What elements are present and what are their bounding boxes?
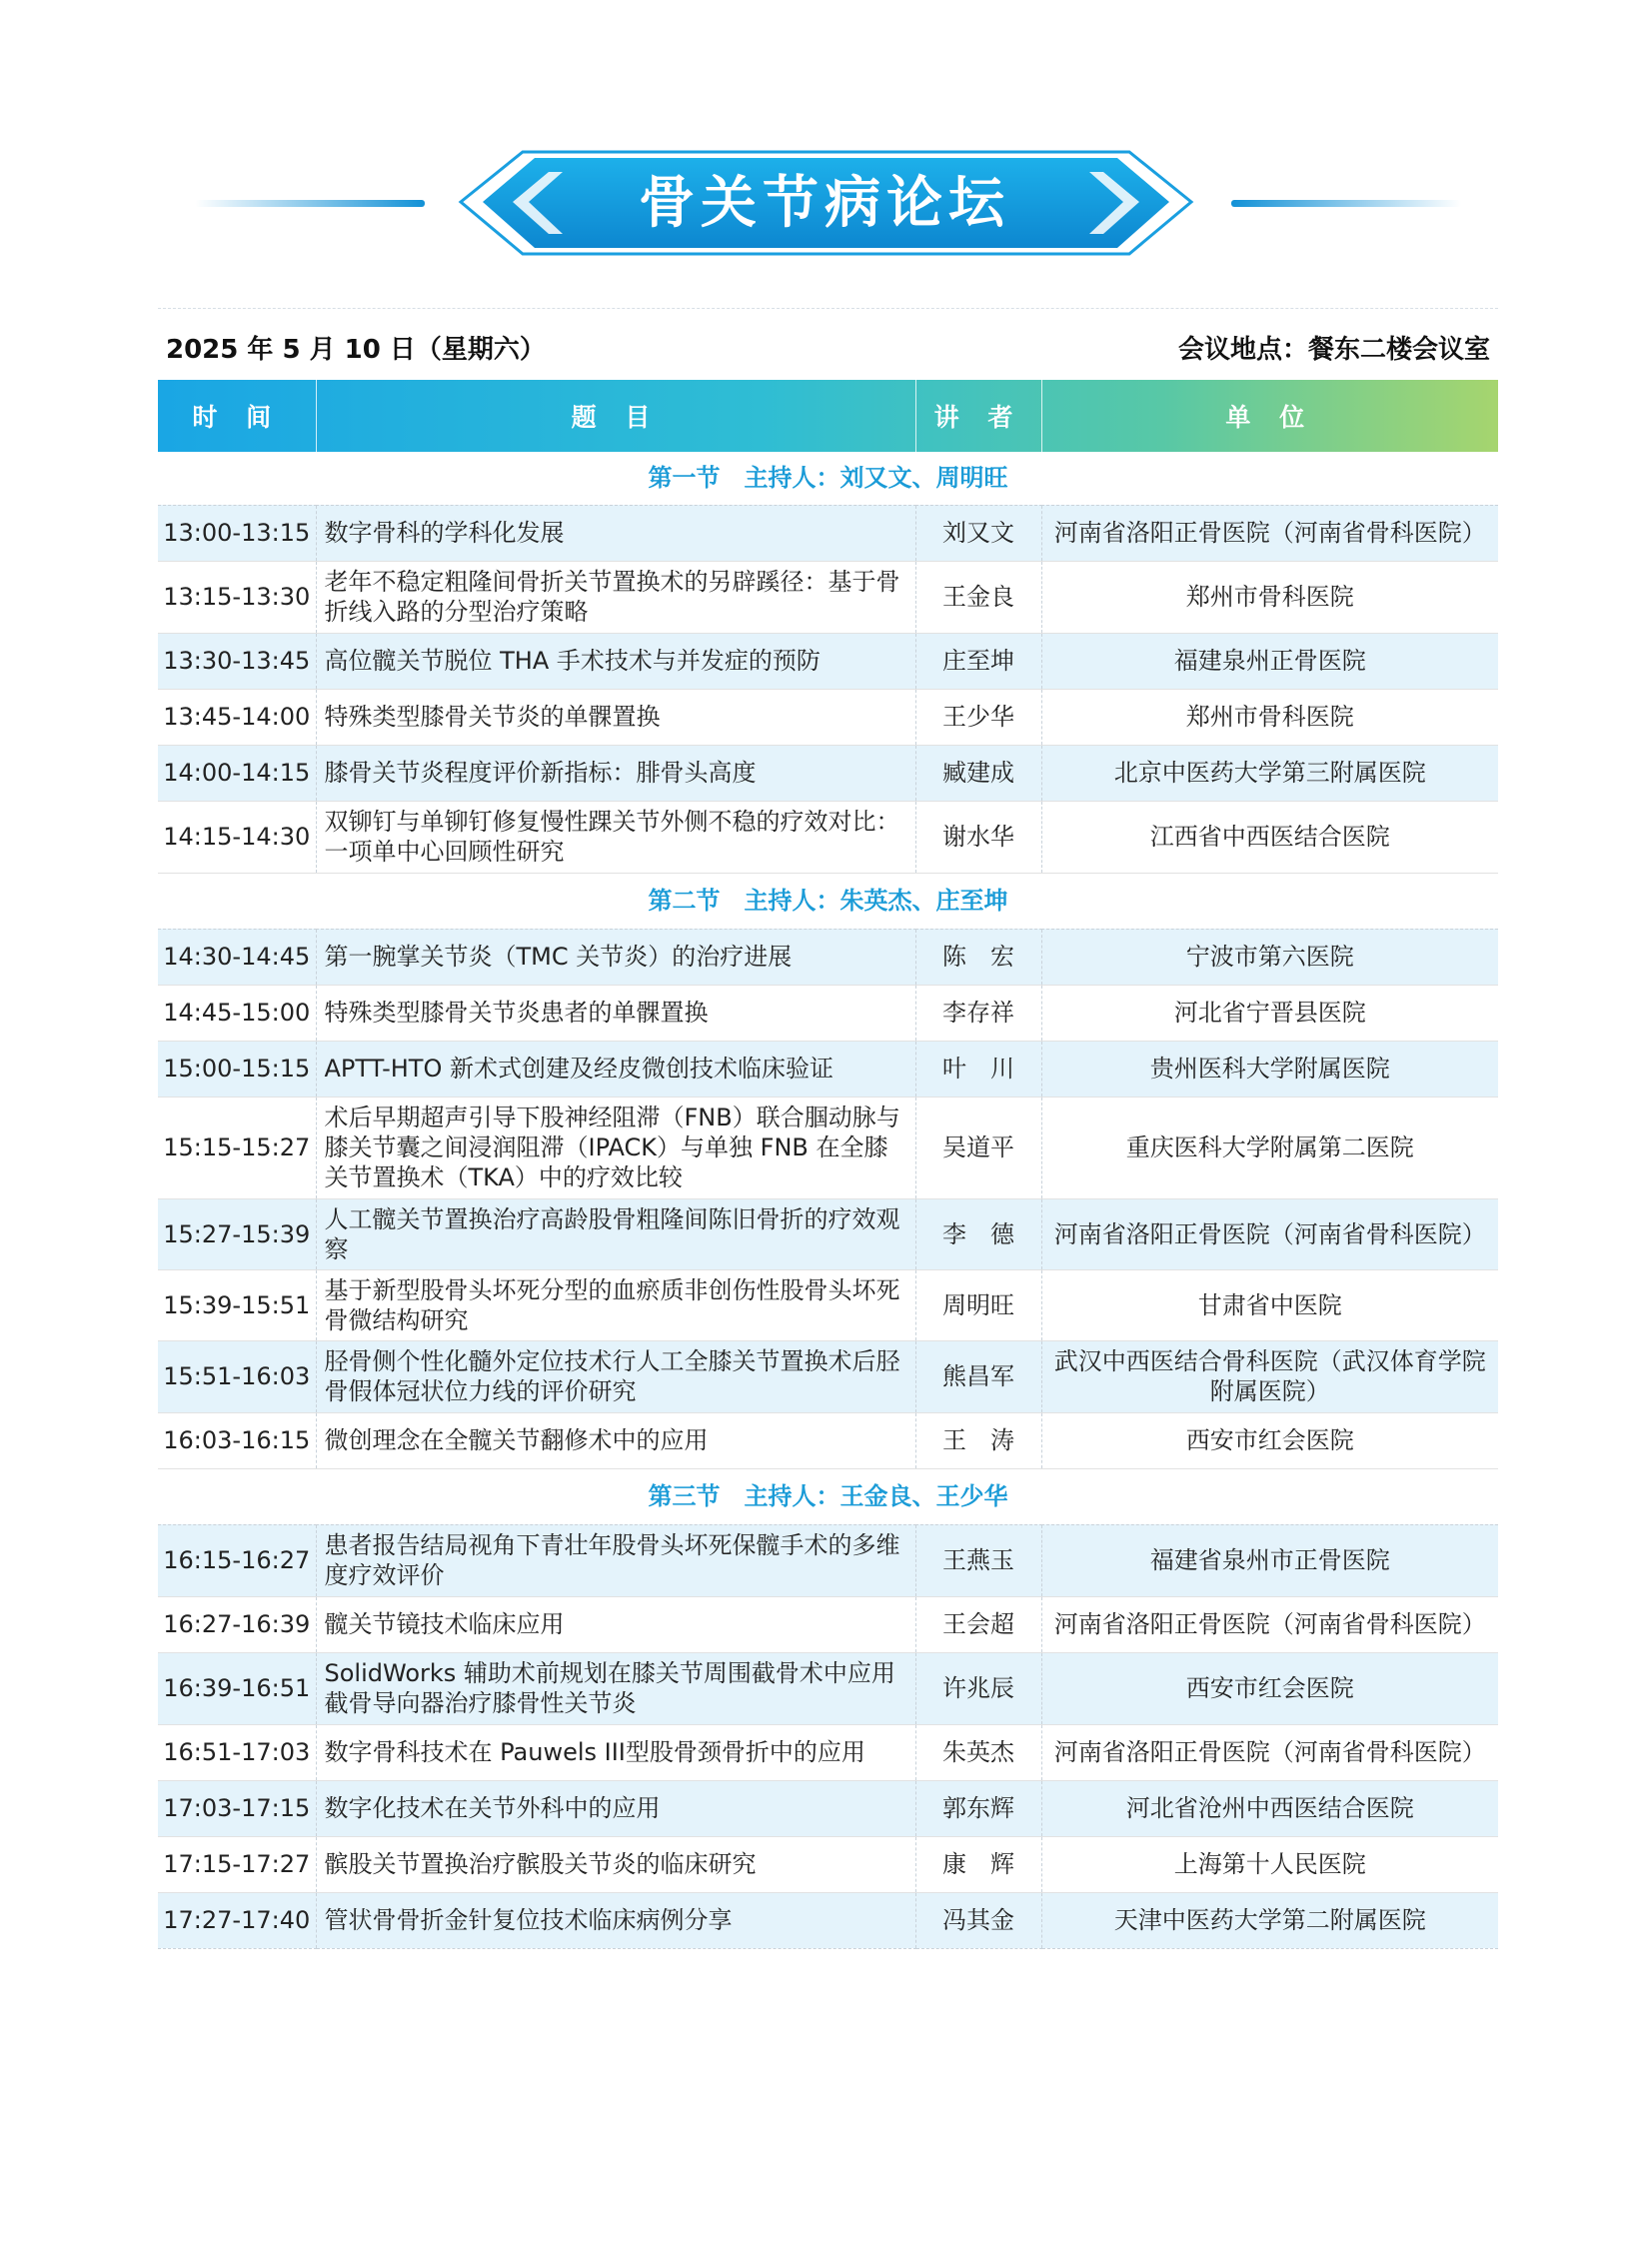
time-cell: 16:51-17:03	[158, 1724, 316, 1780]
org-cell: 重庆医科大学附属第二医院	[1041, 1097, 1498, 1198]
org-cell: 西安市红会医院	[1041, 1412, 1498, 1468]
topic-cell: 特殊类型膝骨关节炎患者的单髁置换	[316, 985, 915, 1041]
topic-cell: 人工髋关节置换治疗高龄股骨粗隆间陈旧骨折的疗效观察	[316, 1198, 915, 1269]
topic-cell: 微创理念在全髋关节翻修术中的应用	[316, 1412, 915, 1468]
org-cell: 河北省宁晋县医院	[1041, 985, 1498, 1041]
section-heading: 第三节 主持人：王金良、王少华	[158, 1468, 1498, 1524]
topic-cell: 第一腕掌关节炎（TMC 关节炎）的治疗进展	[316, 929, 915, 985]
time-cell: 17:03-17:15	[158, 1780, 316, 1836]
table-row	[158, 1652, 1498, 1724]
topic-cell: 数字骨科的学科化发展	[316, 505, 915, 561]
table-row	[158, 929, 1498, 985]
header-org: 单 位	[1041, 380, 1498, 452]
table-row	[158, 1524, 1498, 1596]
time-cell: 15:00-15:15	[158, 1041, 316, 1097]
time-cell: 15:51-16:03	[158, 1340, 316, 1412]
table-row	[158, 1892, 1498, 1948]
speaker-cell: 谢水华	[915, 801, 1041, 873]
topic-cell: 患者报告结局视角下青壮年股骨头坏死保髋手术的多维度疗效评价	[316, 1524, 915, 1596]
time-cell: 13:15-13:30	[158, 561, 316, 633]
org-cell: 宁波市第六医院	[1041, 929, 1498, 985]
speaker-cell: 许兆辰	[915, 1652, 1041, 1724]
table-header-row	[158, 380, 1498, 452]
org-cell: 甘肃省中医院	[1041, 1269, 1498, 1340]
table-row	[158, 1198, 1498, 1269]
table-row	[158, 689, 1498, 745]
time-cell: 13:45-14:00	[158, 689, 316, 745]
speaker-cell: 王少华	[915, 689, 1041, 745]
speaker-cell: 朱英杰	[915, 1724, 1041, 1780]
header-topic: 题 目	[316, 380, 915, 452]
section-heading: 第一节 主持人：刘又文、周明旺	[158, 452, 1498, 505]
time-cell: 15:27-15:39	[158, 1198, 316, 1269]
table-row	[158, 1269, 1498, 1340]
time-cell: 16:27-16:39	[158, 1596, 316, 1652]
table-row	[158, 1724, 1498, 1780]
banner-left-line	[195, 200, 425, 207]
time-cell: 15:15-15:27	[158, 1097, 316, 1198]
org-cell: 北京中医药大学第三附属医院	[1041, 745, 1498, 801]
topic-cell: 管状骨骨折金针复位技术临床病例分享	[316, 1892, 915, 1948]
header-time: 时 间	[192, 403, 282, 432]
speaker-cell: 陈 宏	[915, 929, 1041, 985]
table-row	[158, 745, 1498, 801]
speaker-cell: 王燕玉	[915, 1524, 1041, 1596]
org-cell: 河南省洛阳正骨医院（河南省骨科医院）	[1041, 1198, 1498, 1269]
title-banner	[0, 150, 1652, 260]
topic-cell: SolidWorks 辅助术前规划在膝关节周围截骨术中应用截骨导向器治疗膝骨性关节炎	[316, 1652, 915, 1724]
speaker-cell: 庄至坤	[915, 633, 1041, 689]
speaker-cell: 李 德	[915, 1198, 1041, 1269]
speaker-cell: 叶 川	[915, 1041, 1041, 1097]
time-cell: 14:15-14:30	[158, 801, 316, 873]
time-cell: 13:00-13:15	[158, 505, 316, 561]
topic-cell: 胫骨侧个性化髓外定位技术行人工全膝关节置换术后胫骨假体冠状位力线的评价研究	[316, 1340, 915, 1412]
time-cell: 14:30-14:45	[158, 929, 316, 985]
meeting-info	[158, 308, 1498, 381]
org-cell: 福建省泉州市正骨医院	[1041, 1524, 1498, 1596]
speaker-cell: 吴道平	[915, 1097, 1041, 1198]
topic-cell: 髌股关节置换治疗髌股关节炎的临床研究	[316, 1836, 915, 1892]
time-cell: 16:03-16:15	[158, 1412, 316, 1468]
topic-cell: 老年不稳定粗隆间骨折关节置换术的另辟蹊径：基于骨折线入路的分型治疗策略	[316, 561, 915, 633]
org-cell: 贵州医科大学附属医院	[1041, 1041, 1498, 1097]
banner-right-line	[1231, 200, 1461, 207]
time-cell: 14:45-15:00	[158, 985, 316, 1041]
section-heading-row	[158, 873, 1498, 929]
topic-cell: 膝骨关节炎程度评价新指标：腓骨头高度	[316, 745, 915, 801]
time-cell: 15:39-15:51	[158, 1269, 316, 1340]
speaker-cell: 李存祥	[915, 985, 1041, 1041]
table-row	[158, 1596, 1498, 1652]
speaker-cell: 王会超	[915, 1596, 1041, 1652]
topic-cell: 特殊类型膝骨关节炎的单髁置换	[316, 689, 915, 745]
topic-cell: 术后早期超声引导下股神经阻滞（FNB）联合腘动脉与膝关节囊之间浸润阻滞（IPACK）与单独 FNB 在全膝关节置换术（TKA）中的疗效比较	[316, 1097, 915, 1198]
table-row	[158, 1836, 1498, 1892]
speaker-cell: 熊昌军	[915, 1340, 1041, 1412]
topic-cell: 数字骨科技术在 Pauwels III型股骨颈骨折中的应用	[316, 1724, 915, 1780]
table-row	[158, 1041, 1498, 1097]
time-cell: 16:39-16:51	[158, 1652, 316, 1724]
org-cell: 河南省洛阳正骨医院（河南省骨科医院）	[1041, 1596, 1498, 1652]
org-cell: 福建泉州正骨医院	[1041, 633, 1498, 689]
topic-cell: 髋关节镜技术临床应用	[316, 1596, 915, 1652]
org-cell: 郑州市骨科医院	[1041, 689, 1498, 745]
org-cell: 天津中医药大学第二附属医院	[1041, 1892, 1498, 1948]
time-cell: 17:15-17:27	[158, 1836, 316, 1892]
table-row	[158, 1780, 1498, 1836]
speaker-cell: 王 涛	[915, 1412, 1041, 1468]
speaker-cell: 郭东辉	[915, 1780, 1041, 1836]
speaker-cell: 刘又文	[915, 505, 1041, 561]
topic-cell: 双铆钉与单铆钉修复慢性踝关节外侧不稳的疗效对比：一项单中心回顾性研究	[316, 801, 915, 873]
table-row	[158, 1097, 1498, 1198]
topic-cell: APTT-HTO 新术式创建及经皮微创技术临床验证	[316, 1041, 915, 1097]
topic-cell: 数字化技术在关节外科中的应用	[316, 1780, 915, 1836]
org-cell: 武汉中西医结合骨科医院（武汉体育学院附属医院）	[1041, 1340, 1498, 1412]
time-cell: 14:00-14:15	[158, 745, 316, 801]
meeting-venue: 会议地点：餐东二楼会议室	[1177, 335, 1490, 365]
speaker-cell: 康 辉	[915, 1836, 1041, 1892]
time-cell: 17:27-17:40	[158, 1892, 316, 1948]
meeting-date: 2025 年 5 月 10 日（星期六）	[166, 335, 546, 365]
table-row	[158, 561, 1498, 633]
schedule-table	[158, 380, 1498, 1949]
table-row	[158, 633, 1498, 689]
header-speaker: 讲 者	[915, 380, 1041, 452]
table-row	[158, 505, 1498, 561]
topic-cell: 基于新型股骨头坏死分型的血瘀质非创伤性股骨头坏死骨微结构研究	[316, 1269, 915, 1340]
org-cell: 河南省洛阳正骨医院（河南省骨科医院）	[1041, 505, 1498, 561]
speaker-cell: 周明旺	[915, 1269, 1041, 1340]
table-row	[158, 985, 1498, 1041]
org-cell: 郑州市骨科医院	[1041, 561, 1498, 633]
org-cell: 江西省中西医结合医院	[1041, 801, 1498, 873]
org-cell: 上海第十人民医院	[1041, 1836, 1498, 1892]
org-cell: 河南省洛阳正骨医院（河南省骨科医院）	[1041, 1724, 1498, 1780]
section-heading: 第二节 主持人：朱英杰、庄至坤	[158, 873, 1498, 929]
speaker-cell: 冯其金	[915, 1892, 1041, 1948]
time-cell: 13:30-13:45	[158, 633, 316, 689]
speaker-cell: 臧建成	[915, 745, 1041, 801]
page-title: 骨关节病论坛	[639, 171, 1010, 236]
topic-cell: 高位髋关节脱位 THA 手术技术与并发症的预防	[316, 633, 915, 689]
speaker-cell: 王金良	[915, 561, 1041, 633]
table-row	[158, 1340, 1498, 1412]
table-row	[158, 801, 1498, 873]
schedule-body	[158, 452, 1498, 1948]
time-cell: 16:15-16:27	[158, 1524, 316, 1596]
section-heading-row	[158, 452, 1498, 505]
org-cell: 西安市红会医院	[1041, 1652, 1498, 1724]
org-cell: 河北省沧州中西医结合医院	[1041, 1780, 1498, 1836]
section-heading-row	[158, 1468, 1498, 1524]
table-row	[158, 1412, 1498, 1468]
